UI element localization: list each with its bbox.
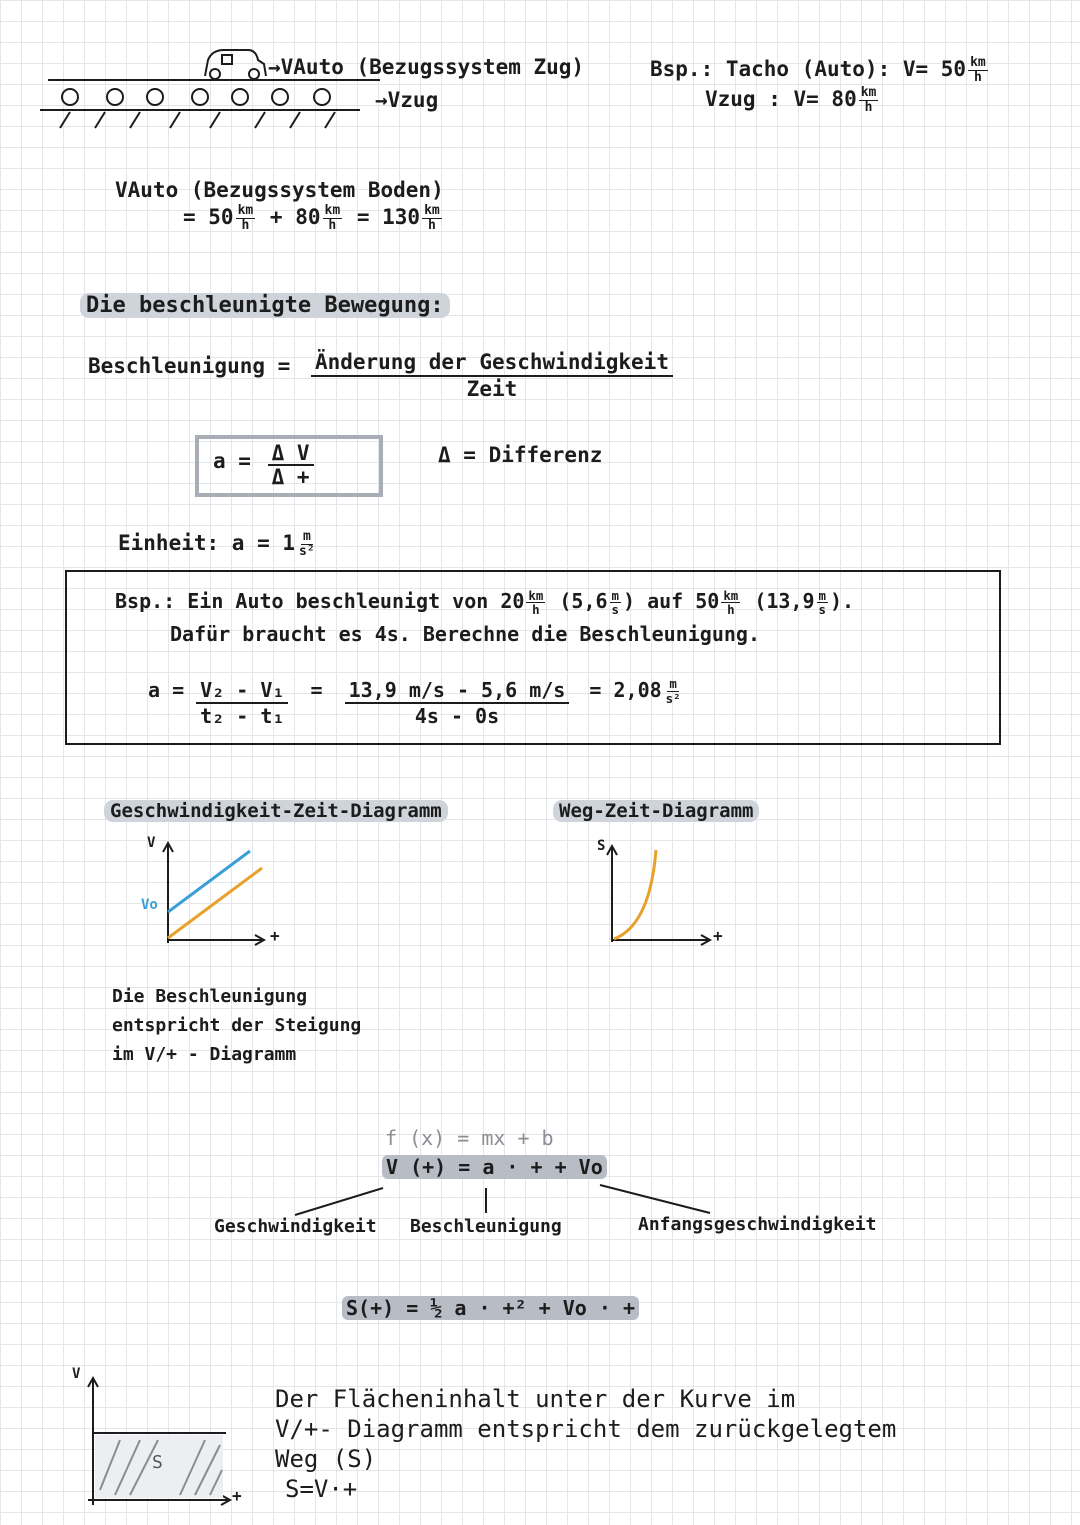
accel-heading: [80, 293, 450, 318]
boden-unit-den-1: h: [241, 217, 250, 233]
example-s-1: s: [611, 602, 620, 618]
generic-linear-formula: f (x) = mx + b: [385, 1126, 554, 1150]
example-line1-d: (13,9: [754, 589, 815, 614]
accel-formula-lhs: a =: [213, 449, 251, 474]
velocity-formula: [382, 1155, 607, 1179]
ground-hatch: [60, 112, 335, 128]
accel-formula-den: Δ +: [271, 465, 310, 490]
label-geschwindigkeit: Geschwindigkeit: [214, 1216, 377, 1237]
boden-eq-a: = 50: [183, 205, 234, 230]
accel-unit: [118, 530, 319, 558]
zug-example: [705, 86, 880, 114]
st-title-text: Weg-Zeit-Diagramm: [553, 800, 759, 822]
example-line1-e: ).: [830, 589, 855, 614]
accel-definition: [88, 350, 673, 402]
st-curve: [614, 850, 656, 939]
zug-unit-den: h: [864, 99, 873, 115]
vt-axis-v-label: V: [147, 835, 156, 851]
boden-unit-num-1: km: [237, 203, 254, 218]
accel-formula-num: Δ V: [268, 442, 314, 466]
calc-den: t₂ - t₁: [200, 704, 285, 728]
area-text-line3: Weg (S): [275, 1445, 377, 1473]
tacho-example: [650, 56, 990, 84]
slope-note: [112, 982, 361, 1069]
example-line1-b: (5,6: [559, 589, 608, 614]
boden-equation: [183, 204, 444, 232]
st-axis-s-label: S: [597, 838, 606, 854]
distance-formula-text: S(+) = ½ a · +² + Vo · +: [342, 1296, 639, 1320]
boden-eq-c: = 130: [356, 205, 421, 230]
car-sketch: [205, 50, 266, 79]
example-km-2: km: [723, 588, 739, 603]
tacho-unit-num: km: [970, 55, 986, 70]
slope-note-line2: entspricht der Steigung: [112, 1015, 362, 1036]
delta-note: Δ = Differenz: [438, 443, 603, 467]
tacho-unit-den: h: [974, 69, 982, 85]
label-anfangsgeschwindigkeit: Anfangsgeschwindigkeit: [638, 1214, 877, 1235]
vt-line-blue: [168, 851, 250, 912]
area-text-line4: S=V·+: [285, 1475, 358, 1503]
distance-formula: [342, 1296, 639, 1320]
vt-title: [104, 800, 448, 822]
area-s-label: S: [152, 1452, 163, 1473]
vt-title-text: Geschwindigkeit-Zeit-Diagramm: [104, 800, 448, 822]
example-km-1: km: [528, 588, 544, 603]
example-h-1: h: [532, 602, 540, 618]
zug-example-text: Vzug : V= 80: [705, 87, 857, 112]
accel-definition-den: Zeit: [466, 377, 518, 402]
v-auto-zug-label: →VAuto (Bezugssystem Zug): [268, 55, 585, 79]
example-line1-a: Bsp.: Ein Auto beschleunigt von 20: [115, 589, 525, 614]
formula-connectors: [295, 1185, 710, 1215]
vt-diagram: [163, 843, 264, 945]
boden-unit-den-3: h: [427, 217, 436, 233]
example-m-1: m: [611, 588, 620, 603]
example-line1: [115, 589, 854, 616]
v-zug-label: →Vzug: [375, 88, 439, 112]
calc-mid-den: 4s - 0s: [414, 704, 500, 728]
accel-unit-label: Einheit: a = 1: [118, 531, 296, 556]
example-s-2: s: [818, 602, 826, 618]
boden-eq-b: + 80: [269, 205, 321, 230]
calc-result-value: = 2,08: [589, 677, 662, 702]
boden-title: VAuto (Bezugssystem Boden): [115, 178, 444, 202]
zug-unit-num: km: [860, 85, 877, 100]
example-h-2: h: [727, 602, 735, 618]
boden-unit-num-3: km: [424, 203, 440, 218]
train-wheels: [62, 89, 330, 105]
calc-lhs: a =: [148, 677, 185, 702]
accel-heading-text: Die beschleunigte Bewegung:: [80, 293, 450, 318]
calc-result: [589, 676, 684, 706]
calc-result-unit-num: m: [669, 676, 677, 692]
calc-num: V₂ - V₁: [196, 678, 288, 704]
area-diagram: [88, 1378, 230, 1505]
example-line1-c: ) auf 50: [623, 589, 720, 614]
st-diagram: [607, 846, 710, 945]
area-axis-t-label: +: [232, 1486, 242, 1505]
vt-axis-t-label: +: [270, 926, 280, 945]
slope-note-line3: im V/+ - Diagramm: [112, 1044, 297, 1065]
boden-unit-den-2: h: [328, 217, 337, 233]
example-line2: Dafür braucht es 4s. Berechne die Beschleunigung.: [170, 622, 761, 646]
calc-equals: =: [310, 677, 323, 702]
label-beschleunigung: Beschleunigung: [410, 1216, 562, 1237]
calc-mid-num: 13,9 m/s - 5,6 m/s: [345, 678, 570, 704]
v0-label: Vo: [141, 897, 158, 913]
st-title: [553, 800, 759, 822]
accel-definition-label: Beschleunigung =: [88, 354, 291, 378]
area-text-line2: V/+- Diagramm entspricht dem zurückgelegtem: [275, 1415, 897, 1443]
example-calc: [148, 678, 685, 728]
accel-formula: [213, 442, 314, 488]
accel-definition-num: Änderung der Geschwindigkeit: [311, 350, 673, 377]
example-m-2: m: [818, 588, 826, 603]
area-axis-v-label: V: [72, 1366, 81, 1382]
calc-result-unit-den: s²: [665, 690, 681, 706]
area-text-line1: Der Flächeninhalt unter der Kurve im: [275, 1385, 796, 1413]
accel-unit-den: s²: [299, 543, 315, 559]
boden-unit-num-2: km: [324, 203, 341, 218]
st-axis-t-label: +: [713, 926, 723, 945]
area-explanation: [275, 1384, 896, 1504]
accel-unit-num: m: [302, 529, 311, 544]
tacho-example-text: Bsp.: Tacho (Auto): V= 50: [650, 57, 967, 82]
velocity-formula-text: V (+) = a · + + Vo: [382, 1155, 607, 1179]
slope-note-line1: Die Beschleunigung: [112, 986, 308, 1007]
